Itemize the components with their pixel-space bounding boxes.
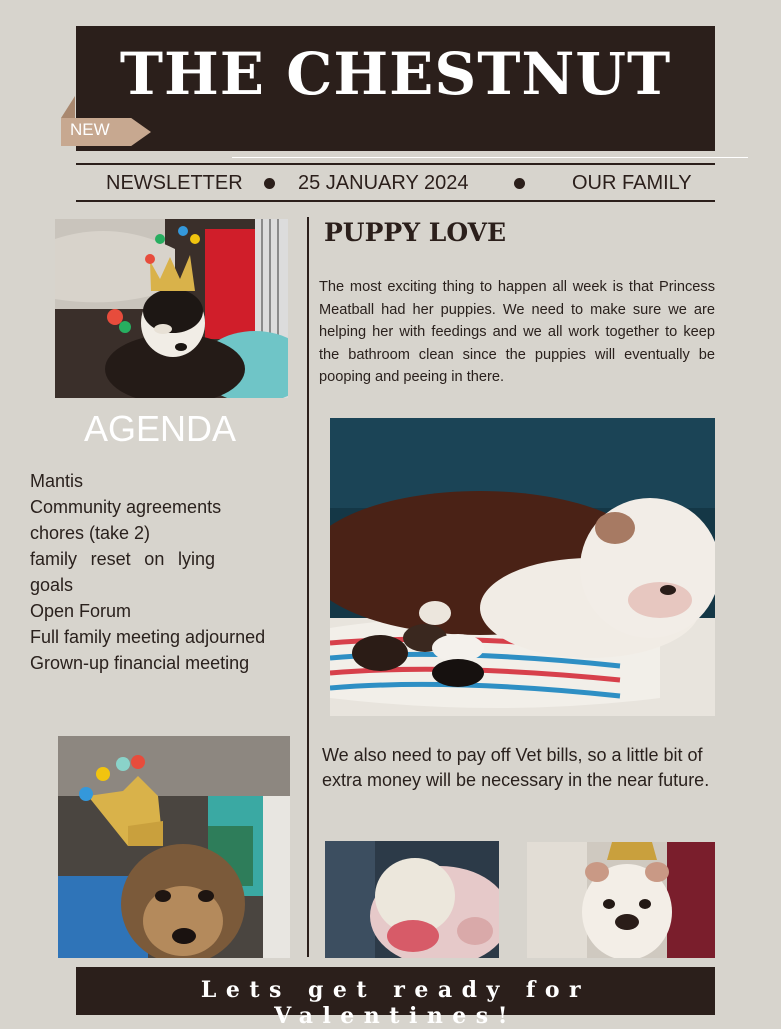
column-divider: [307, 217, 309, 957]
masthead: [76, 26, 715, 151]
subheader-top-rule: [76, 163, 715, 165]
agenda-item: Community agreements: [30, 497, 222, 517]
agenda-item: Full family meeting adjourned: [30, 627, 266, 647]
bullet-dot: [514, 178, 525, 189]
ribbon-fold: [61, 96, 75, 118]
new-badge-label: NEW: [70, 120, 110, 139]
agenda-item: Open Forum: [30, 601, 132, 621]
photo-bulldog-with-crown: [527, 842, 715, 958]
newsletter-title: THE CHESTNUT: [119, 40, 672, 108]
photo-dog-with-crown: [55, 219, 288, 398]
agenda-item: Mantis: [30, 471, 84, 491]
footer-banner: [76, 967, 715, 1029]
subheader-bottom-rule: [76, 200, 715, 202]
subheader-bar: [76, 168, 715, 198]
agenda-item: family reset on lying goals: [30, 549, 215, 595]
subheader-family: OUR FAMILY: [572, 172, 692, 194]
article-title: PUPPY LOVE: [324, 218, 507, 247]
agenda-list: [30, 468, 288, 676]
agenda-item: Grown-up financial meeting: [30, 653, 250, 673]
subheader-newsletter: NEWSLETTER: [106, 172, 243, 194]
masthead-divider: [232, 157, 748, 158]
footer-text: Lets get ready for Valentines!: [200, 977, 591, 1029]
photo-shepherd-with-crown: [58, 736, 290, 958]
photo-newborn-puppy: [325, 841, 499, 958]
bullet-dot: [264, 178, 275, 189]
article-paragraph-2: We also need to pay off Vet bills, so a little bit of extra money will be necessary in the near future.: [322, 745, 710, 790]
agenda-item: chores (take 2): [30, 523, 151, 543]
agenda-title: AGENDA: [83, 408, 237, 449]
subheader-date: 25 JANUARY 2024: [298, 172, 469, 194]
photo-mother-and-puppies: [330, 418, 715, 716]
article-paragraph-1: The most exciting thing to happen all week is that Princess Meatball had her puppies. We need to make sure we are helping her with feedings and we all work together to keep the bathroom clean since the puppies will eventually be pooping and peeing in there.: [319, 279, 715, 385]
